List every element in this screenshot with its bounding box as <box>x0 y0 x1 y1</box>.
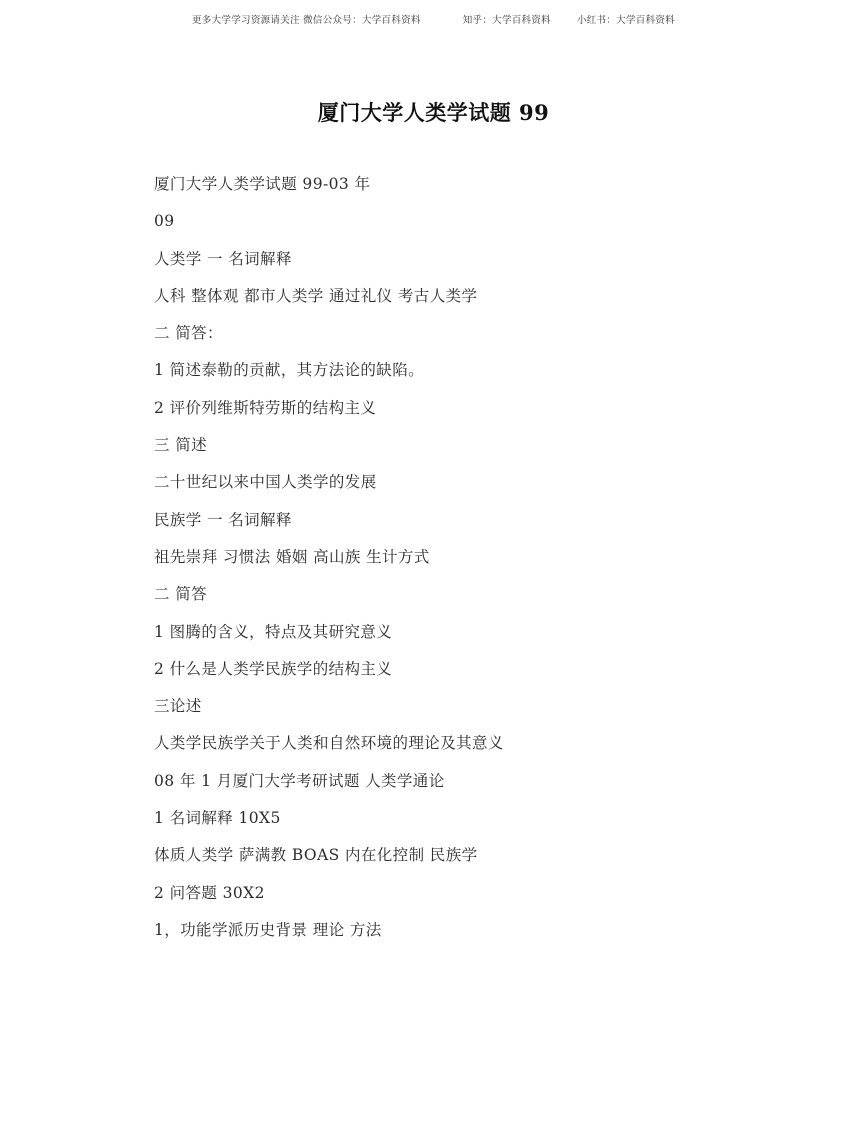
body-line: 2 问答题 30X2 <box>154 883 265 902</box>
body-line: 三 简述 <box>154 436 208 455</box>
promo-header <box>0 12 867 26</box>
body-line: 人科 整体观 都市人类学 通过礼仪 考古人类学 <box>154 286 478 305</box>
promo-wechat-text: 更多大学学习资源请关注 微信公众号：大学百科资料 <box>192 15 421 26</box>
body-line: 厦门大学人类学试题 99-03 年 <box>154 175 371 193</box>
body-line: 1 简述泰勒的贡献，其方法论的缺陷。 <box>154 361 424 380</box>
body-line: 09 <box>154 212 175 231</box>
body-line: 1，功能学派历史背景 理论 方法 <box>154 920 382 939</box>
body-line: 1 名词解释 10X5 <box>154 809 281 828</box>
body-line: 人类学民族学关于人类和自然环境的理论及其意义 <box>154 734 504 753</box>
body-line: 1 图腾的含义，特点及其研究意义 <box>154 622 393 641</box>
body-line: 人类学 一 名词解释 <box>154 249 292 268</box>
promo-zhihu-text: 知乎：大学百科资料 <box>462 15 551 26</box>
body-line: 二 简答： <box>154 324 223 343</box>
promo-xiaohongshu-text: 小红书：大学百科资料 <box>576 15 675 26</box>
body-line: 二十世纪以来中国人类学的发展 <box>154 473 377 492</box>
body-line: 二 简答 <box>154 585 208 604</box>
body-line: 2 什么是人类学民族学的结构主义 <box>154 659 393 678</box>
body-line: 祖先崇拜 习惯法 婚姻 高山族 生计方式 <box>154 547 430 566</box>
page-title: 厦门大学人类学试题 99 <box>317 100 550 125</box>
document-body <box>154 166 774 949</box>
body-line: 2 评价列维斯特劳斯的结构主义 <box>154 398 377 417</box>
body-line: 08 年 1 月厦门大学考研试题 人类学通论 <box>154 771 445 790</box>
body-line: 三论述 <box>154 697 202 716</box>
body-line: 民族学 一 名词解释 <box>154 510 292 529</box>
body-line: 体质人类学 萨满教 BOAS 内在化控制 民族学 <box>154 846 478 865</box>
